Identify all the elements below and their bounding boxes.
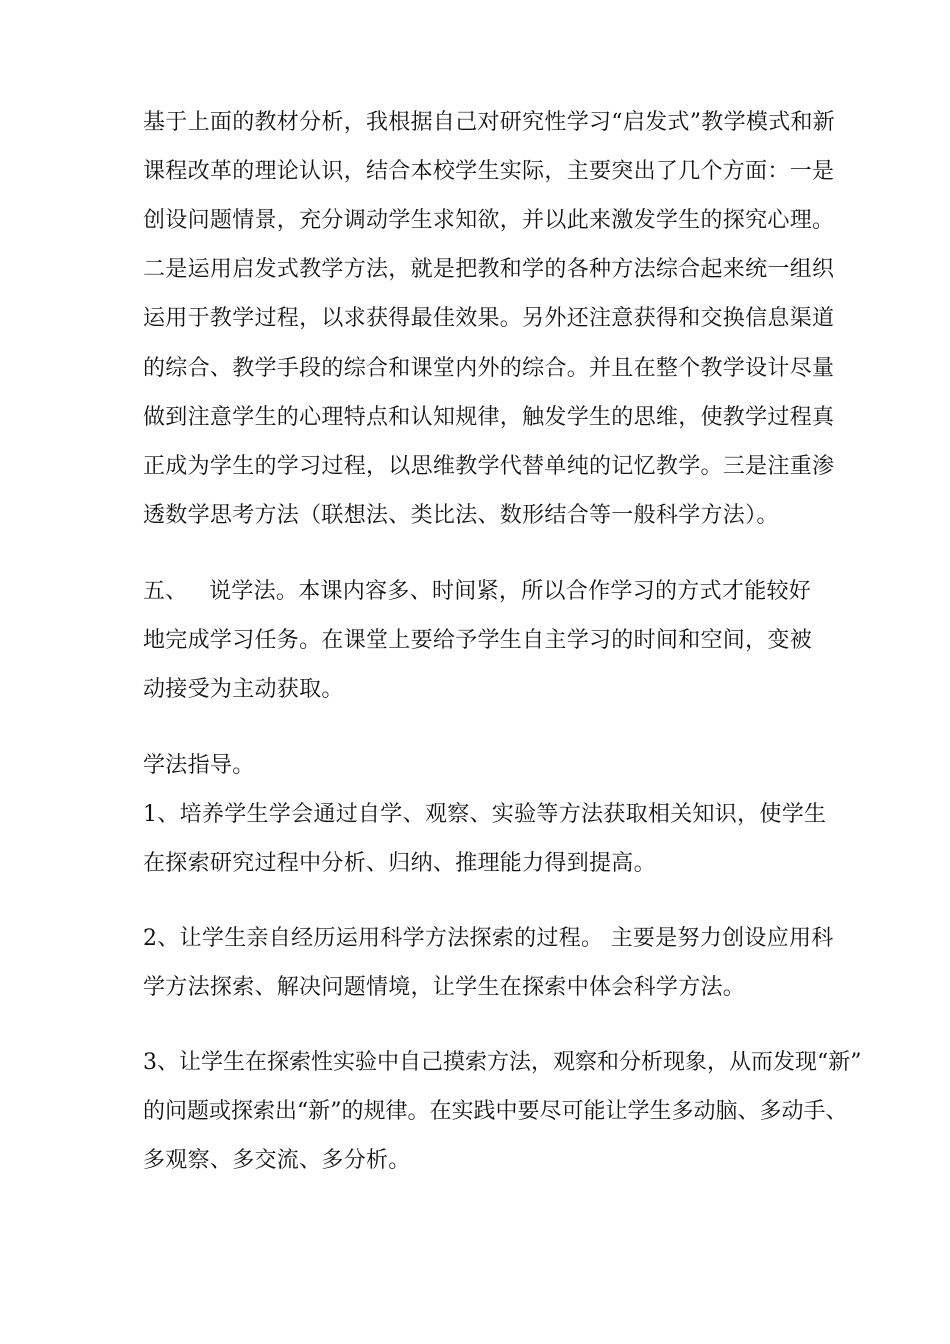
text-line: 1、培养学生学会通过自学、观察、实验等方法获取相关知识，使学生: [143, 802, 827, 827]
text-line: 地完成学习任务。在课堂上要给予学生自主学习的时间和空间，变被: [143, 628, 813, 653]
text-line: 透数学思考方法（联想法、类比法、数形结合等一般科学方法）。: [143, 503, 779, 528]
text-line: 运用于教学过程，以求获得最佳效果。另外还注意获得和交换信息渠道: [143, 306, 835, 331]
section-first-line: 说学法。本课内容多、时间紧，所以合作学习的方式才能较好: [209, 579, 812, 604]
text-line: 基于上面的教材分析，我根据自己对研究性学习“启发式”教学模式和新: [143, 110, 836, 135]
section-number: 五、: [143, 579, 188, 604]
text-line: 2、让学生亲自经历运用科学方法探索的过程。 主要是努力创设应用科: [143, 926, 834, 951]
text-line: 学方法探索、解决问题情境，让学生在探索中体会科学方法。: [143, 975, 746, 1000]
text-line: 3、让学生在探索性实验中自己摸索方法，观察和分析现象，从而发现“新”: [143, 1050, 862, 1075]
text-line: 正成为学生的学习过程，以思维教学代替单纯的记忆教学。三是注重渗: [143, 454, 835, 479]
text-line: 在探索研究过程中分析、归纳、推理能力得到提高。: [143, 851, 656, 876]
section-heading-line: [143, 577, 823, 607]
text-line: 动接受为主动获取。: [143, 677, 344, 702]
text-line: 课程改革的理论认识，结合本校学生实际，主要突出了几个方面：一是: [143, 159, 835, 184]
text-line: 的问题或探索出“新”的规律。在实践中要尽可能让学生多动脑、多动手、: [143, 1099, 848, 1124]
text-line: 创设问题情景，充分调动学生求知欲，并以此来激发学生的探究心理。: [143, 208, 835, 233]
text-line: 的综合、教学手段的综合和课堂内外的综合。并且在整个教学设计尽量: [143, 356, 835, 381]
guidance-heading: 学法指导。: [143, 753, 255, 778]
text-line: 二是运用启发式教学方法，就是把教和学的各种方法综合起来统一组织: [143, 257, 835, 282]
text-line: 做到注意学生的心理特点和认知规律，触发学生的思维，使教学过程真: [143, 405, 835, 430]
text-line: 多观察、多交流、多分析。: [143, 1148, 411, 1173]
